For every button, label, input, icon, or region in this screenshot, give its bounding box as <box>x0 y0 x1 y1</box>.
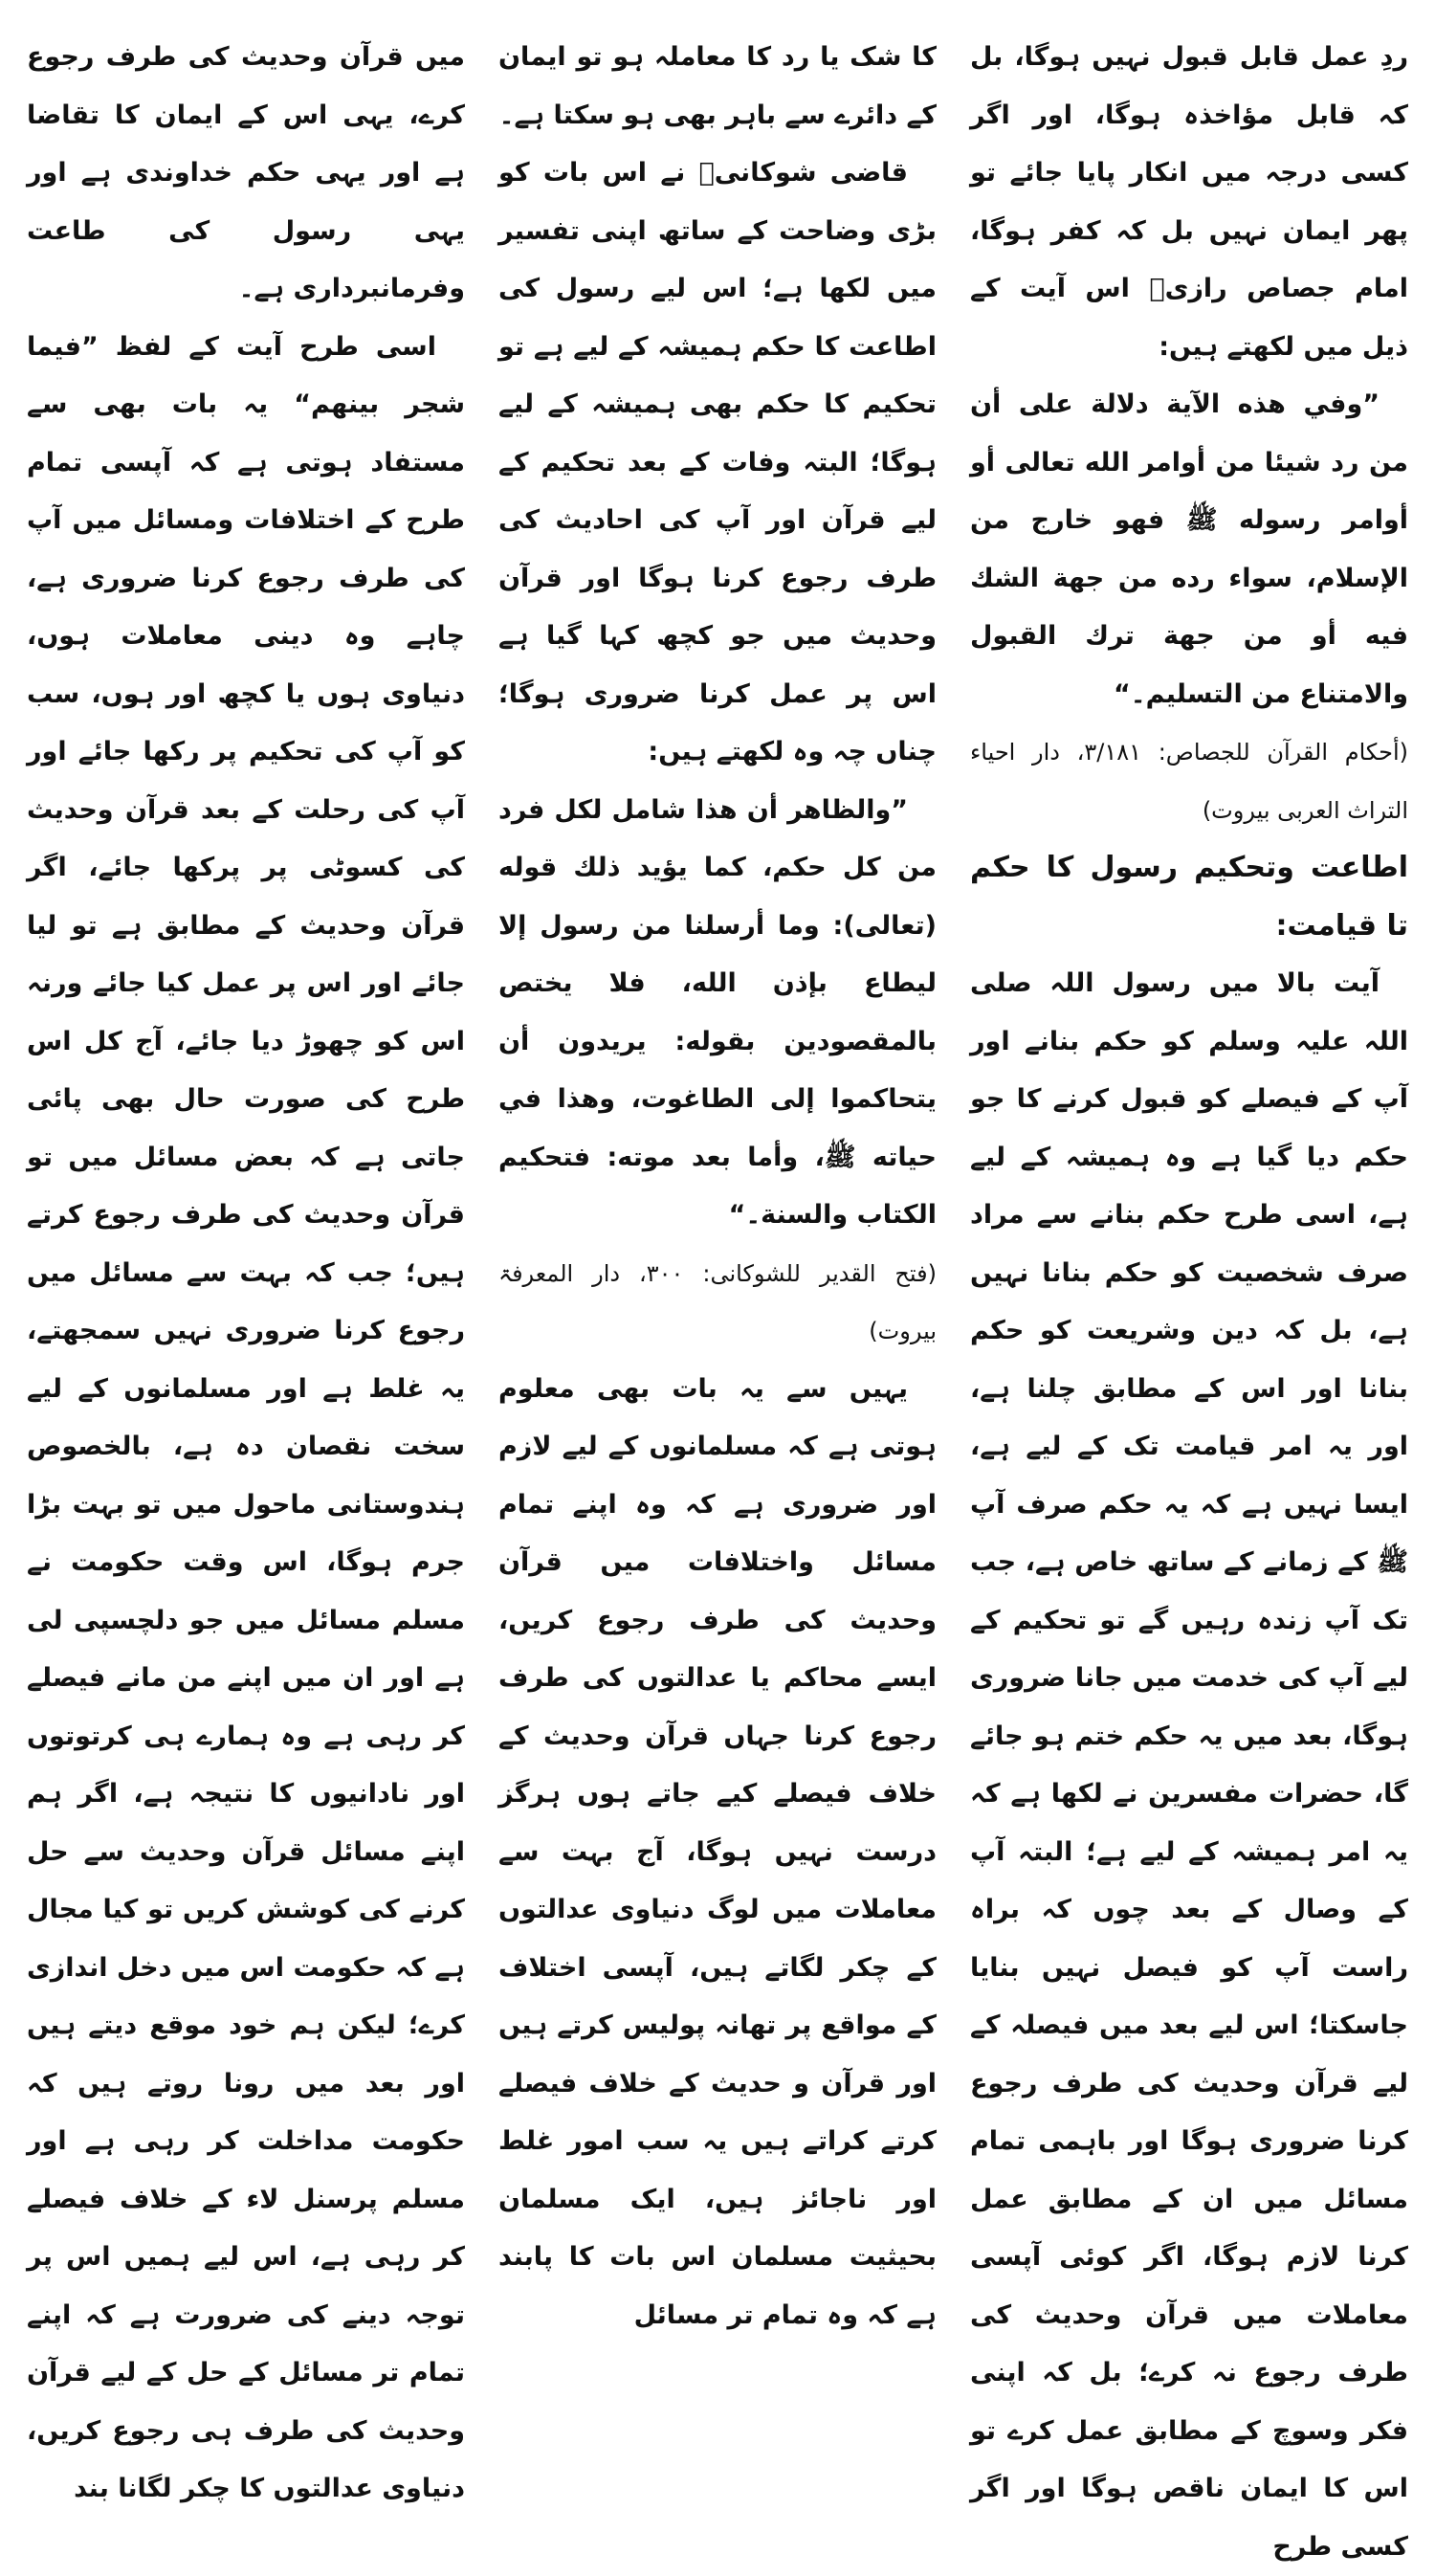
section-heading: اطاعت وتحکیم رسول کا حکم تا قیامت: <box>970 851 1408 943</box>
arabic-quote: ”وفي هذه الآية دلالة على أن من رد شيئا من أوامر الله تعالى أو أوامر رسوله ﷺ فهو خارج من الإسلام، سواء رده من جهة الشك فيه أو من جهة ترك القبول والامتناع من التسليم۔“ <box>970 389 1408 709</box>
column-left <box>27 29 465 2503</box>
paragraph: اسی طرح آیت کے لفظ ”فیما شجر بینھم“ یہ بات بھی سے مستفاد ہوتی ہے کہ آپسی تمام طرح کے اختلافات ومسائل میں آپ کی طرف رجوع کرنا ضروری ہے، چاہے وہ دینی معاملات ہوں، دنیاوی ہوں یا کچھ اور ہوں، سب کو آپ کی تحکیم پر رکھا جائے اور آپ کی رحلت کے بعد قرآن وحدیث کی کسوٹی پر پرکھا جائے، اگر قرآن وحدیث کے مطابق ہے تو لیا جائے اور اس پر عمل کیا جائے ورنہ اس کو چھوڑ دیا جائے، آج کل اس طرح کی صورت حال بھی پائی جاتی ہے کہ بعض مسائل میں تو قرآن وحدیث کی طرف رجوع کرتے ہیں؛ جب کہ بہت سے مسائل میں رجوع کرنا ضروری نہیں سمجھتے، یہ غلط ہے اور مسلمانوں کے لیے سخت نقصان دہ ہے، بالخصوص ہندوستانی ماحول میں تو بہت بڑا جرم ہوگا، اس وقت حکومت نے مسلم مسائل میں جو دلچسپی لی ہے اور ان میں اپنے من مانے فیصلے کر رہی ہے وہ ہمارے ہی کرتوتوں اور نادانیوں کا نتیجہ ہے، اگر ہم اپنے مسائل قرآن وحدیث سے حل کرنے کی کوشش کریں تو کیا مجال ہے کہ حکومت اس میں دخل اندازی کرے؛ لیکن ہم خود موقع دیتے ہیں اور بعد میں رونا روتے ہیں کہ حکومت مداخلت کر رہی ہے اور مسلم پرسنل لاء کے خلاف فیصلے کر رہی ہے، اس لیے ہمیں اس پر توجہ دینے کی ضرورت ہے کہ اپنے تمام تر مسائل کے حل کے لیے قرآن وحدیث کی طرف ہی رجوع کریں، دنیاوی عدالتوں کا چکر لگانا بند <box>27 331 465 2503</box>
paragraph: یہیں سے یہ بات بھی معلوم ہوتی ہے کہ مسلمانوں کے لیے لازم اور ضروری ہے کہ وہ اپنے تمام مسائل واختلافات میں قرآن وحدیث کی طرف رجوع کریں، ایسے محاکم یا عدالتوں کی طرف رجوع کرنا جہاں قرآن وحدیث کے خلاف فیصلے کیے جاتے ہوں ہرگز درست نہیں ہوگا، آج بہت سے معاملات میں لوگ دنیاوی عدالتوں کے چکر لگاتے ہیں، آپسی اختلاف کے مواقع پر تھانہ پولیس کرتے ہیں اور قرآن و حدیث کے خلاف فیصلے کرتے کراتے ہیں یہ سب امور غلط اور ناجائز ہیں، ایک مسلمان بحیثیت مسلمان اس بات کا پابند ہے کہ وہ تمام تر مسائل <box>498 1373 937 2330</box>
reference-citation: (أحكام القرآن للجصاص: ۳/۱۸۱، دار احیاء التراث العربی بیروت) <box>970 739 1408 824</box>
paragraph: قاضی شوکانیؒ نے اس بات کو بڑی وضاحت کے ساتھ اپنی تفسیر میں لکھا ہے؛ اس لیے رسول کی اطاعت کا حکم ہمیشہ کے لیے ہے تو تحکیم کا حکم بھی ہمیشہ کے لیے ہوگا؛ البتہ وفات کے بعد تحکیم کے لیے قرآن اور آپ کی احادیث کی طرف رجوع کرنا ہوگا اور قرآن وحدیث میں جو کچھ کہا گیا ہے اس پر عمل کرنا ضروری ہوگا؛ چناں چہ وہ لکھتے ہیں: <box>498 158 937 766</box>
reference-citation: (فتح القدیر للشوکانی: ۳۰۰، دار المعرفۃ بیروت) <box>498 1259 937 1344</box>
paragraph: ردِ عمل قابل قبول نہیں ہوگا، بل کہ قابل مؤاخذہ ہوگا، اور اگر کسی درجہ میں انکار پایا جائے تو پھر ایمان نہیں بل کہ کفر ہوگا، امام جصاص رازیؒ اس آیت کے ذیل میں لکھتے ہیں: <box>970 42 1408 362</box>
paragraph: کا شک یا رد کا معاملہ ہو تو ایمان کے دائرے سے باہر بھی ہو سکتا ہے۔ <box>498 42 937 130</box>
column-right <box>970 29 1408 2562</box>
column-middle <box>498 29 937 2330</box>
paragraph: آیت بالا میں رسول اللہ صلی اللہ علیہ وسلم کو حکم بنانے اور آپ کے فیصلے کو قبول کرنے کا جو حکم دیا گیا ہے وہ ہمیشہ کے لیے ہے، اسی طرح حکم بنانے سے مراد صرف شخصیت کو حکم بنانا نہیں ہے، بل کہ دین وشریعت کو حکم بنانا اور اس کے مطابق چلنا ہے، اور یہ امر قیامت تک کے لیے ہے، ایسا نہیں ہے کہ یہ حکم صرف آپ ﷺ کے زمانے کے ساتھ خاص ہے، جب تک آپ زندہ رہیں گے تو تحکیم کے لیے آپ کی خدمت میں جانا ضروری ہوگا، بعد میں یہ حکم ختم ہو جائے گا، حضرات مفسرین نے لکھا ہے کہ یہ امر ہمیشہ کے لیے ہے؛ البتہ آپ کے وصال کے بعد چوں کہ براہ راست آپ کو فیصل نہیں بنایا جاسکتا؛ اس لیے بعد میں فیصلہ کے لیے قرآن وحدیث کی طرف رجوع کرنا ضروری ہوگا اور باہمی تمام مسائل میں ان کے مطابق عمل کرنا لازم ہوگا، اگر کوئی آپسی معاملات میں قرآن وحدیث کی طرف رجوع نہ کرے؛ بل کہ اپنی فکر وسوچ کے مطابق عمل کرے تو اس کا ایمان ناقص ہوگا اور اگر کسی طرح <box>970 968 1408 2562</box>
paragraph: میں قرآن وحدیث کی طرف رجوع کرے، یہی اس کے ایمان کا تقاضا ہے اور یہی حکم خداوندی ہے اور یہی رسول کی طاعت وفرمانبرداری ہے۔ <box>27 42 465 303</box>
arabic-quote: ”والظاهر أن هذا شامل لكل فرد من كل حكم، كما يؤيد ذلك قوله (تعالى): وما أرسلنا من رسول إلا ليطاع بإذن الله، فلا يختص بالمقصودين بقوله: يريدون أن يتحاكموا إلى الطاغوت، وهذا في حياته ﷺ، وأما بعد موته: فتحكيم الكتاب والسنة۔“ <box>498 794 937 1230</box>
